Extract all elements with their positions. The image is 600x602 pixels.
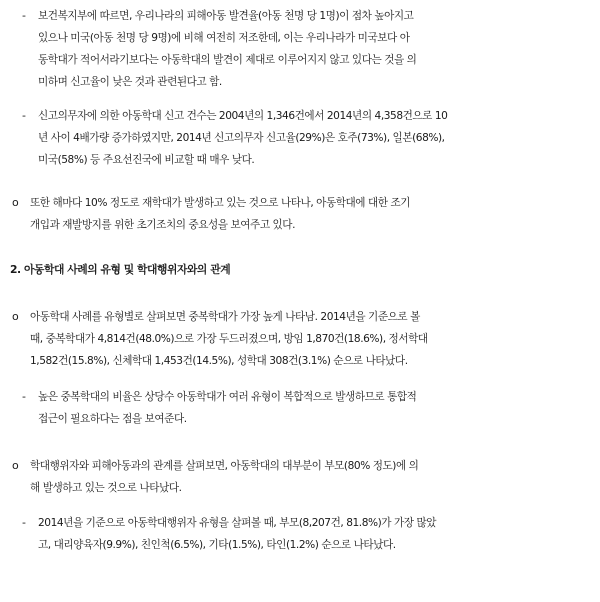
section-heading: 2. 아동학대 사례의 유형 및 학대행위자와의 관계 bbox=[10, 263, 231, 276]
p3-line-2: 개입과 재발방지를 위한 초기조치의 중요성을 보여주고 있다. bbox=[30, 219, 296, 231]
p5-line-2: 접근이 필요하다는 점을 보여준다. bbox=[38, 413, 187, 425]
circle-bullet: o bbox=[12, 196, 19, 209]
p1-line-1: 보건복지부에 따르면, 우리나라의 피해아동 발견율(아동 천명 당 1명)이 점차 높아지고 bbox=[38, 10, 414, 22]
p4-line-3: 1,582건(15.8%), 신체학대 1,453건(14.5%), 성학대 308건(3.1%) 순으로 나타났다. bbox=[30, 355, 408, 367]
dash-bullet: - bbox=[22, 516, 26, 529]
p2-line-2: 년 사이 4배가량 증가하였지만, 2014년 신고의무자 신고율(29%)은 호주(73%), 일본(68%), bbox=[38, 132, 445, 144]
p6-line-1: 학대행위자와 피해아동과의 관계를 살펴보면, 아동학대의 대부분이 부모(80% 정도)에 의 bbox=[30, 460, 419, 472]
p1-line-4: 미하며 신고율이 낮은 것과 관련된다고 함. bbox=[38, 76, 222, 88]
p2-line-3: 미국(58%) 등 주요선진국에 비교할 때 매우 낮다. bbox=[38, 154, 255, 166]
p4-line-2: 때, 중복학대가 4,814건(48.0%)으로 가장 두드러졌으며, 방임 1,870건(18.6%), 정서학대 bbox=[30, 333, 428, 345]
dash-bullet: - bbox=[22, 9, 26, 22]
p7-line-2: 고, 대리양육자(9.9%), 친인척(6.5%), 기타(1.5%), 타인(1.2%) 순으로 나타났다. bbox=[38, 539, 396, 551]
dash-bullet: - bbox=[22, 390, 26, 403]
dash-bullet: - bbox=[22, 109, 26, 122]
p5-line-1: 높은 중복학대의 비율은 상당수 아동학대가 여러 유형이 복합적으로 발생하므로 통합적 bbox=[38, 391, 417, 403]
p1-line-3: 동학대가 적어서라기보다는 아동학대의 발견이 제대로 이루어지지 않고 있다는 것을 의 bbox=[38, 54, 417, 66]
circle-bullet: o bbox=[12, 459, 19, 472]
p6-line-2: 해 발생하고 있는 것으로 나타났다. bbox=[30, 482, 182, 494]
p1-line-2: 있으나 미국(아동 천명 당 9명)에 비해 여전히 저조한데, 이는 우리나라가 미국보다 아 bbox=[38, 32, 410, 44]
p4-line-1: 아동학대 사례를 유형별로 살펴보면 중복학대가 가장 높게 나타남. 2014년을 기준으로 볼 bbox=[30, 311, 420, 323]
p3-line-1: 또한 해마다 10% 정도로 재학대가 발생하고 있는 것으로 나타나, 아동학대에 대한 조기 bbox=[30, 197, 411, 209]
p2-line-1: 신고의무자에 의한 아동학대 신고 건수는 2004년의 1,346건에서 2014년의 4,358건으로 10 bbox=[38, 110, 448, 122]
circle-bullet: o bbox=[12, 310, 19, 323]
p7-line-1: 2014년을 기준으로 아동학대행위자 유형을 살펴볼 때, 부모(8,207건, 81.8%)가 가장 많았 bbox=[38, 517, 437, 529]
